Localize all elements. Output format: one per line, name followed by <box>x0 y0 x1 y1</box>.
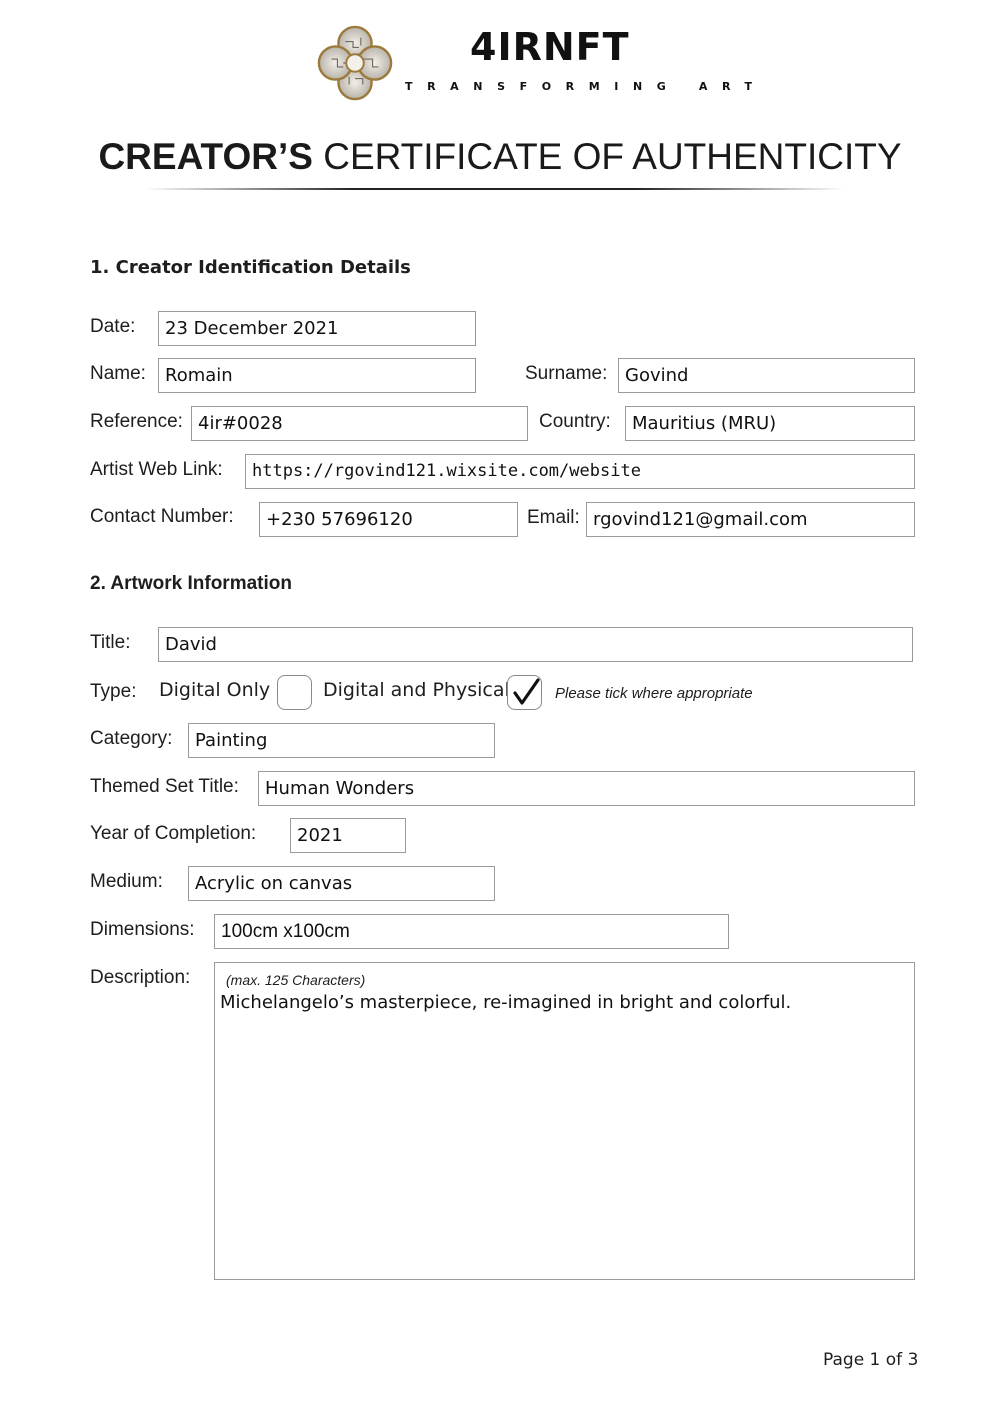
email-label: Email: <box>527 507 580 528</box>
year-label: Year of Completion: <box>90 823 257 844</box>
artwork-title-field[interactable]: David <box>158 627 913 662</box>
description-text: Michelangelo’s masterpiece, re-imagined in bright and colorful. <box>220 992 792 1013</box>
medium-field[interactable]: Acrylic on canvas <box>188 866 495 901</box>
email-field[interactable]: rgovind121@gmail.com <box>586 502 915 537</box>
category-field[interactable]: Painting <box>188 723 495 758</box>
type-label: Type: <box>90 681 137 702</box>
infinity-knot-icon <box>316 24 394 102</box>
country-field[interactable]: Mauritius (MRU) <box>625 406 915 441</box>
page-number: Page 1 of 3 <box>823 1350 919 1370</box>
reference-field[interactable]: 4ir#0028 <box>191 406 528 441</box>
digital-physical-checkbox[interactable] <box>507 675 542 710</box>
section-heading-creator: 1. Creator Identification Details <box>90 257 411 278</box>
weblink-field[interactable]: https://rgovind121.wixsite.com/website <box>245 454 915 489</box>
year-field[interactable]: 2021 <box>290 818 406 853</box>
contact-number-label: Contact Number: <box>90 506 234 527</box>
date-field[interactable]: 23 December 2021 <box>158 311 476 346</box>
title-bold-part: CREATOR’S <box>98 136 313 177</box>
surname-label: Surname: <box>525 363 608 384</box>
surname-field[interactable]: Govind <box>618 358 915 393</box>
name-label: Name: <box>90 363 146 384</box>
weblink-label: Artist Web Link: <box>90 459 223 480</box>
type-hint: Please tick where appropriate <box>555 685 753 702</box>
themed-set-title-field[interactable]: Human Wonders <box>258 771 915 806</box>
themed-set-title-label: Themed Set Title: <box>90 776 239 797</box>
category-label: Category: <box>90 728 173 749</box>
dimensions-field[interactable]: 100cm x100cm <box>214 914 729 949</box>
digital-only-checkbox[interactable] <box>277 675 312 710</box>
check-mark-icon <box>510 677 542 709</box>
reference-label: Reference: <box>90 411 183 432</box>
brand-tagline: TRANSFORMING ART <box>405 80 767 93</box>
title-label: Title: <box>90 632 131 653</box>
dimensions-label: Dimensions: <box>90 919 195 940</box>
certificate-title <box>0 136 1000 178</box>
contact-number-field[interactable]: +230 57696120 <box>259 502 518 537</box>
country-label: Country: <box>539 411 611 432</box>
date-label: Date: <box>90 316 136 337</box>
title-divider <box>145 188 845 190</box>
type-digital-only-label: Digital Only <box>159 679 271 701</box>
brand-name: 4IRNFT <box>470 25 630 69</box>
title-regular-part: CERTIFICATE OF AUTHENTICITY <box>323 136 902 177</box>
description-hint: (max. 125 Characters) <box>226 972 366 988</box>
name-field[interactable]: Romain <box>158 358 476 393</box>
medium-label: Medium: <box>90 871 163 892</box>
type-digital-physical-label: Digital and Physical <box>323 679 510 701</box>
section-heading-artwork: 2. Artwork Information <box>90 573 292 594</box>
description-label: Description: <box>90 967 191 988</box>
description-textarea[interactable] <box>214 962 915 1280</box>
